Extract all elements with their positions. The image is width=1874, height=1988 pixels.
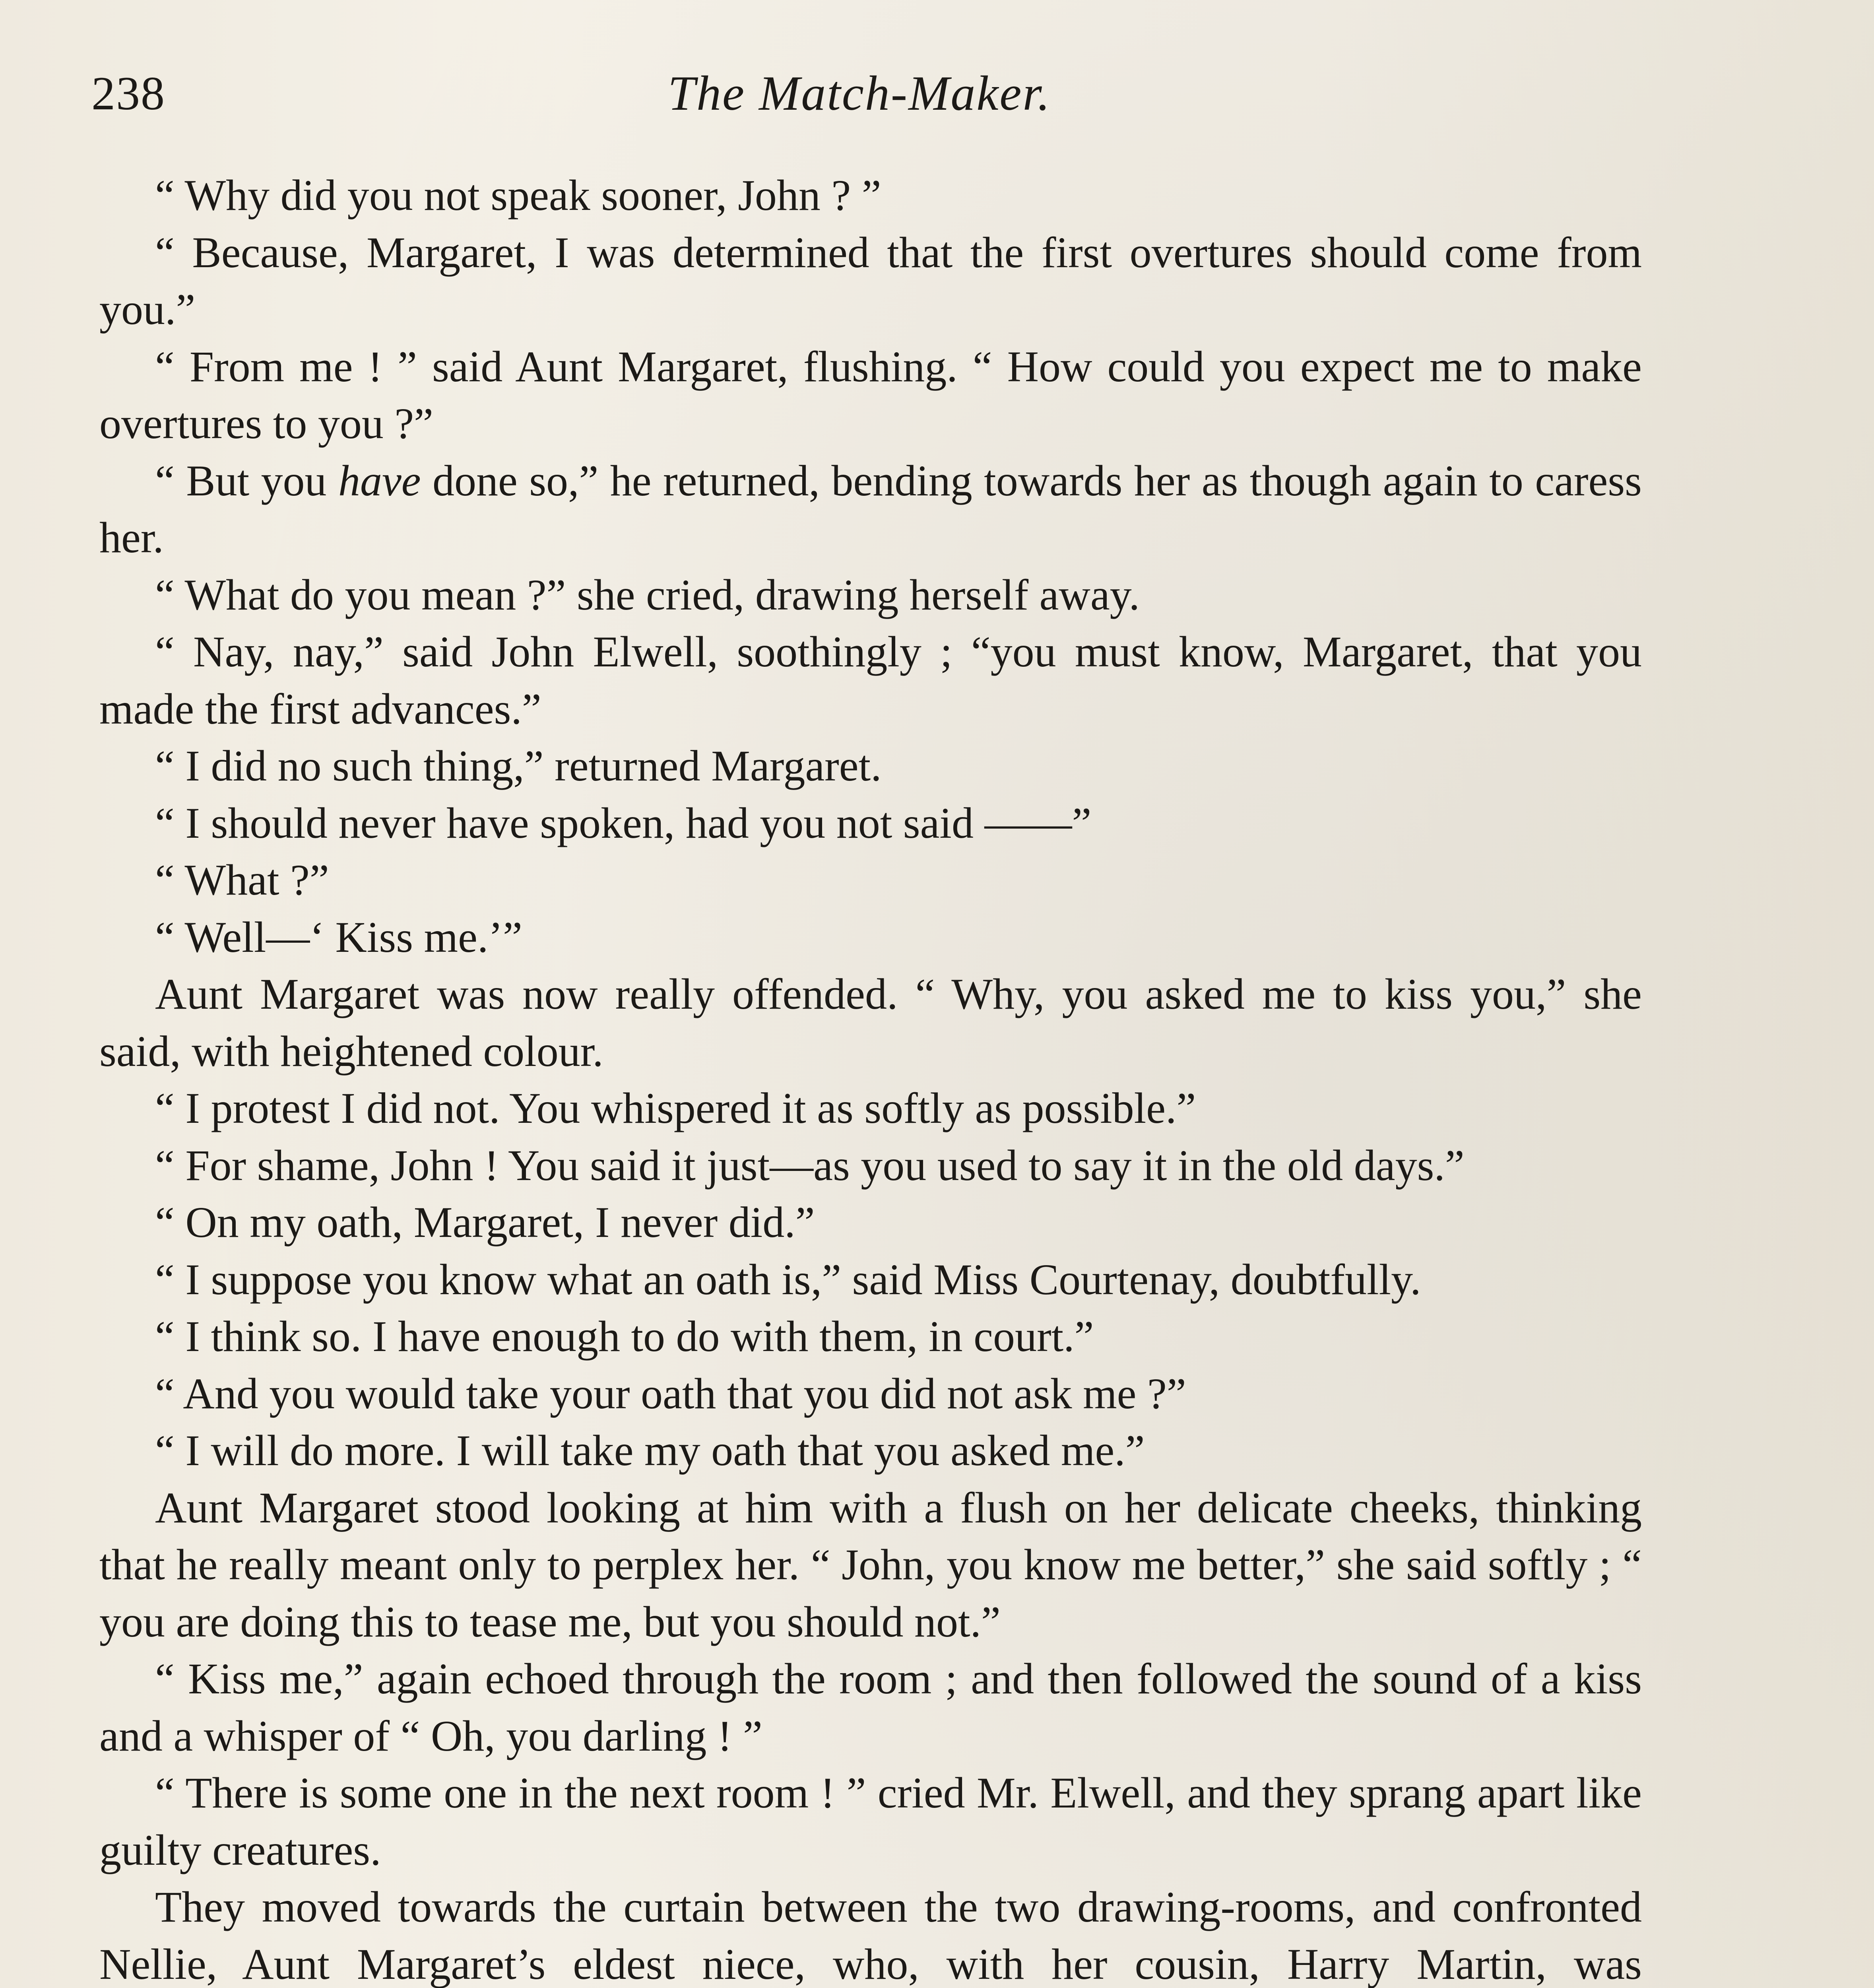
paragraph: “ I did no such thing,” returned Margaret. [155,742,882,790]
paragraph: “ There is some one in the next room ! ” cried Mr. Elwell, and they sprang apart like guilty creatures. [99,1769,1642,1874]
italic-emphasis: have [338,456,421,505]
page-number: 238 [91,67,165,120]
paragraph: “ Why did you not speak sooner, John ? ” [155,171,881,219]
body-text [99,167,1642,1988]
paragraph: Aunt Margaret stood looking at him with a flush on her delicate cheeks, thinking that he really meant only to perplex her. “ John, you know me better,” she said softly ; “ you are doing this to tease me, but you should not.” [99,1483,1642,1646]
paragraph: “ Nay, nay,” said John Elwell, soothingly ; “you must know, Margaret, that you made the first advances.” [99,627,1642,733]
paragraph: “ On my oath, Margaret, I never did.” [155,1198,815,1246]
paragraph: “ What do you mean ?” she cried, drawing herself away. [155,570,1140,619]
paragraph: “ From me ! ” said Aunt Margaret, flushing. “ How could you expect me to make overtures to you ?” [99,342,1642,448]
running-title: The Match-Maker. [668,66,1051,120]
paragraph: “ But you have done so,” he returned, bending towards her as though again to caress her. [99,456,1642,562]
paragraph: “ I will do more. I will take my oath that you asked me.” [155,1426,1145,1475]
paragraph: “ Kiss me,” again echoed through the room ; and then followed the sound of a kiss and a whisper of “ Oh, you darling ! ” [99,1654,1642,1760]
paragraph: “ And you would take your oath that you did not ask me ?” [155,1369,1186,1418]
paragraph: “ I suppose you know what an oath is,” said Miss Courtenay, doubtfully. [155,1255,1421,1304]
paragraph: They moved towards the curtain between the two drawing-rooms, and confronted Nellie, Aunt Margaret’s eldest niece, who, with her cousin, Harry Martin, was [99,1883,1642,1988]
paragraph: “ Well—‘ Kiss me.’” [155,912,522,961]
paragraph: “ I should never have spoken, had you not said ——” [155,798,1092,847]
paragraph: “ I protest I did not. You whispered it as softly as possible.” [155,1084,1196,1132]
paragraph: Aunt Margaret was now really offended. “ Why, you asked me to kiss you,” she said, with heightened colour. [99,970,1642,1076]
paragraph: “ Because, Margaret, I was determined that the first overtures should come from you.” [99,228,1642,334]
paragraph: “ What ?” [155,856,329,904]
paragraph: “ I think so. I have enough to do with them, in court.” [155,1312,1094,1361]
page-header [80,60,1639,127]
paragraph: “ For shame, John ! You said it just—as you used to say it in the old days.” [155,1141,1465,1190]
